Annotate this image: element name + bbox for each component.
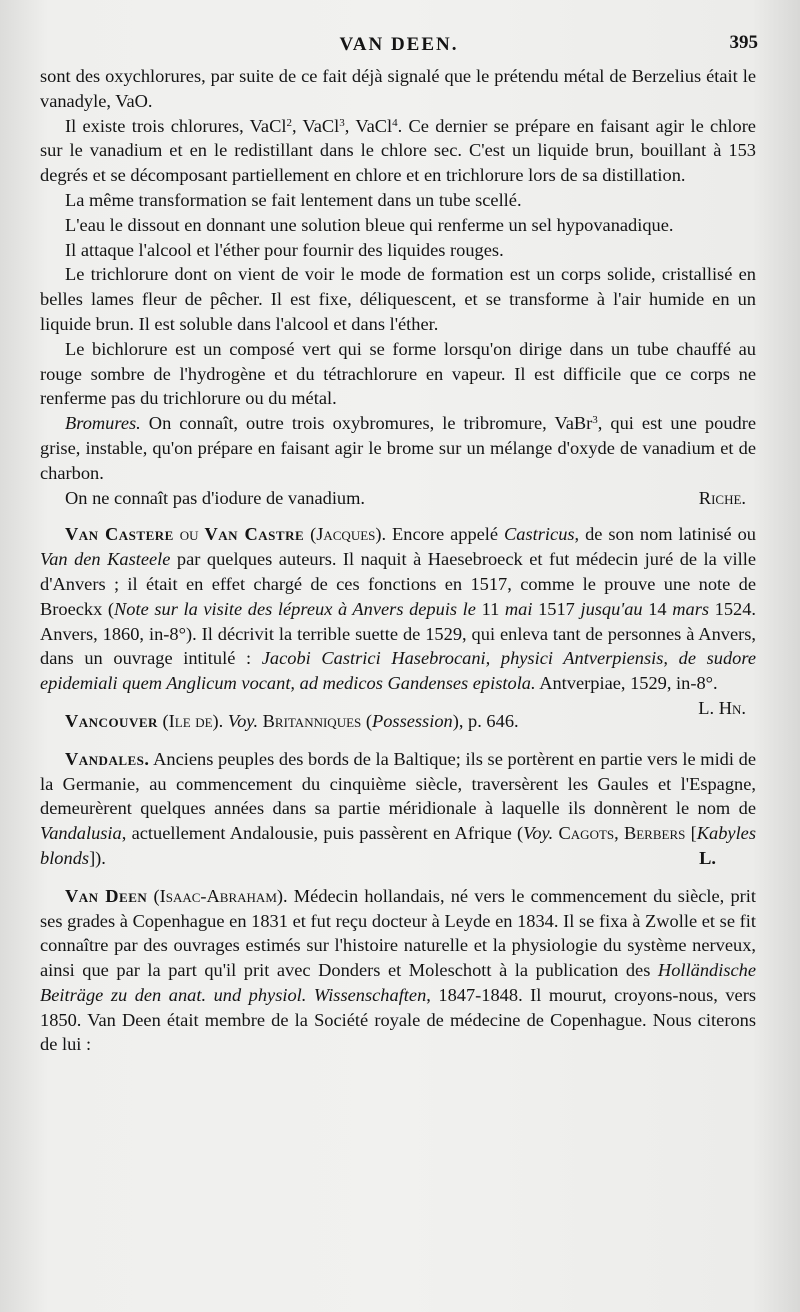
paragraph-bromures: Bromures. On connaît, outre trois oxybromures, le tribromure, VaBr$^3$, qui est une poudre grise, instable, qu'on prépare en faisant agir le brome sur un mélange d'oxyde de vanadium et de charbon. xyxy=(40,413,756,483)
paragraph-bichlorure: Le bichlorure est un composé vert qui se forme lorsqu'on dirige dans un tube chauffé au rouge sombre de l'hydrogène et du tétrachlorure en vapeur. Il est difficile que ce corps ne renferme pas du trichlorure ou du métal. xyxy=(40,338,756,409)
entry-headword: Vandales. xyxy=(65,748,150,769)
paragraph-transformation: La même transformation se fait lentement dans un tube scellé. xyxy=(65,189,522,210)
author-signature: L. xyxy=(699,847,716,868)
paragraph-chlorures: Il existe trois chlorures, VaCl$^2$, VaCl$^3$, VaCl$^4$. Ce dernier se prépare en faisant agir le chlore sur le vanadium et en le redistillant dans le chlore sec. C'est un liquide brun, bouillant à 153 degrés et se décomposant partiellement en chlore et en trichlorure lors de sa distillation. xyxy=(40,115,756,186)
entry-headword: Vancouver xyxy=(65,710,158,731)
page-number: 395 xyxy=(729,32,758,53)
author-signature: L. Hn. xyxy=(698,697,746,718)
entry-van-castere: Van Castere ou Van Castre (Jacques). Encore appelé Castricus, de son nom latinisé ou Van den Kasteele par quelques auteurs. Il naquit à Haesebroeck et fut médecin juré de la ville d'Anvers ; il était en effet chargé de ces fonctions en 1517, comme le prouve une note de Broeckx (Note sur la visite des lépreux à Anvers depuis le 11 mai 1517 jusqu'au 14 mars 1524. Anvers, 1860, in-8°). Il décrivit la terrible suette de 1529, qui enleva tant de personnes à Anvers, dans un ouvrage intitulé : Jacobi Castrici Hasebrocani, physici Antverpiensis, de sudore epidemiali quem Anglicum vocant, ad medicos Gandenses epistola. Antverpiae, 1529, in-8°. L. Hn. xyxy=(40,522,756,696)
author-signature: Riche. xyxy=(698,487,746,508)
entry-headword-alt: Van Castre xyxy=(204,524,305,545)
entry-van-deen: Van Deen (Isaac-Abraham). Médecin hollandais, né vers le commencement du siècle, prit ses grades à Copenhague en 1831 et fut reçu docteur à Leyde en 1834. Il se fixa à Zwolle et se fit connaître par des ouvrages estimés sur l'histoire naturelle et la physiologie du système nerveux, ainsi que par la part qu'il prit avec Donders et Moleschott à la publication des Holländische Beiträge zu den anat. und physiol. Wissenschaften, 1847-1848. Il mourut, croyons-nous, vers 1850. Van Deen était membre de la Société royale de médecine de Copenhague. Nous citerons de lui : xyxy=(40,885,757,1055)
paragraph-oxychlorures: sont des oxychlorures, par suite de ce fait déjà signalé que le prétendu métal de Berzelius était le vanadyle, VaO. xyxy=(40,66,756,111)
entry-headword: Van Castere xyxy=(65,524,174,545)
running-title: VAN DEEN. xyxy=(339,34,459,55)
entry-headword: Van Deen xyxy=(65,885,148,906)
paragraph-alcool: Il attaque l'alcool et l'éther pour fournir des liquides rouges. xyxy=(65,239,504,260)
paragraph-iodure: On ne connaît pas d'iodure de vanadium. Riche. xyxy=(40,486,756,511)
page-header xyxy=(40,30,758,60)
page-body xyxy=(40,64,756,1057)
entry-vandales: Vandales. Anciens peuples des bords de la Baltique; ils se portèrent en partie vers le midi de la Germanie, au commencement du cinquième siècle, traversèrent les Gaules et l'Espagne, demeurèrent quelques années dans sa partie méridionale à laquelle ils donnèrent le nom de Vandalusia, actuellement Andalousie, puis passèrent en Afrique (Voy. Cagots, Berbers [Kabyles blonds]). L. xyxy=(40,747,756,871)
paragraph-trichlorure: Le trichlorure dont on vient de voir le mode de formation est un corps solide, cristallisé en belles lames fleur de pêcher. Il est fixe, déliquescent, et se transforme à l'air humide en un liquide brun. Il est soluble dans l'alcool et dans l'éther. xyxy=(40,264,756,334)
paragraph-eau: L'eau le dissout en donnant une solution bleue qui renferme un sel hypovanadique. xyxy=(65,214,674,235)
entry-vancouver: Vancouver (Ile de). Voy. Britanniques (Possession), p. 646. xyxy=(65,710,519,731)
